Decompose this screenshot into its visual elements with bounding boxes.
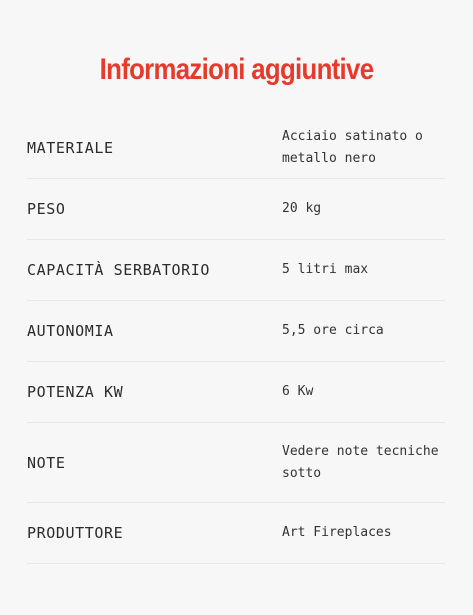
spec-value: Acciaio satinato o metallo nero	[282, 129, 423, 166]
spec-label: PRODUTTORE	[27, 524, 124, 542]
spec-value: Art Fireplaces	[282, 525, 392, 540]
spec-label: POTENZA KW	[27, 383, 124, 401]
spec-row-note	[27, 423, 445, 503]
specifications-table	[27, 118, 445, 564]
spec-value: 5,5 ore circa	[282, 323, 384, 338]
section-title: Informazioni aggiuntive	[99, 53, 374, 86]
spec-row-produttore	[27, 503, 445, 564]
spec-value: 20 kg	[282, 201, 322, 216]
spec-row-capacita-serbatorio	[27, 240, 445, 301]
spec-value: 6 Kw	[282, 384, 314, 399]
spec-row-materiale	[27, 118, 445, 179]
spec-label: MATERIALE	[27, 139, 114, 157]
spec-value: 5 litri max	[282, 262, 369, 277]
spec-label: NOTE	[27, 453, 66, 472]
spec-label: CAPACITÀ SERBATORIO	[27, 261, 210, 279]
spec-label: PESO	[27, 200, 66, 218]
spec-row-peso	[27, 179, 445, 240]
spec-value: Vedere note tecniche sotto	[282, 443, 439, 481]
spec-row-autonomia	[27, 301, 445, 362]
spec-label: AUTONOMIA	[27, 322, 114, 340]
spec-row-potenza-kw	[27, 362, 445, 423]
